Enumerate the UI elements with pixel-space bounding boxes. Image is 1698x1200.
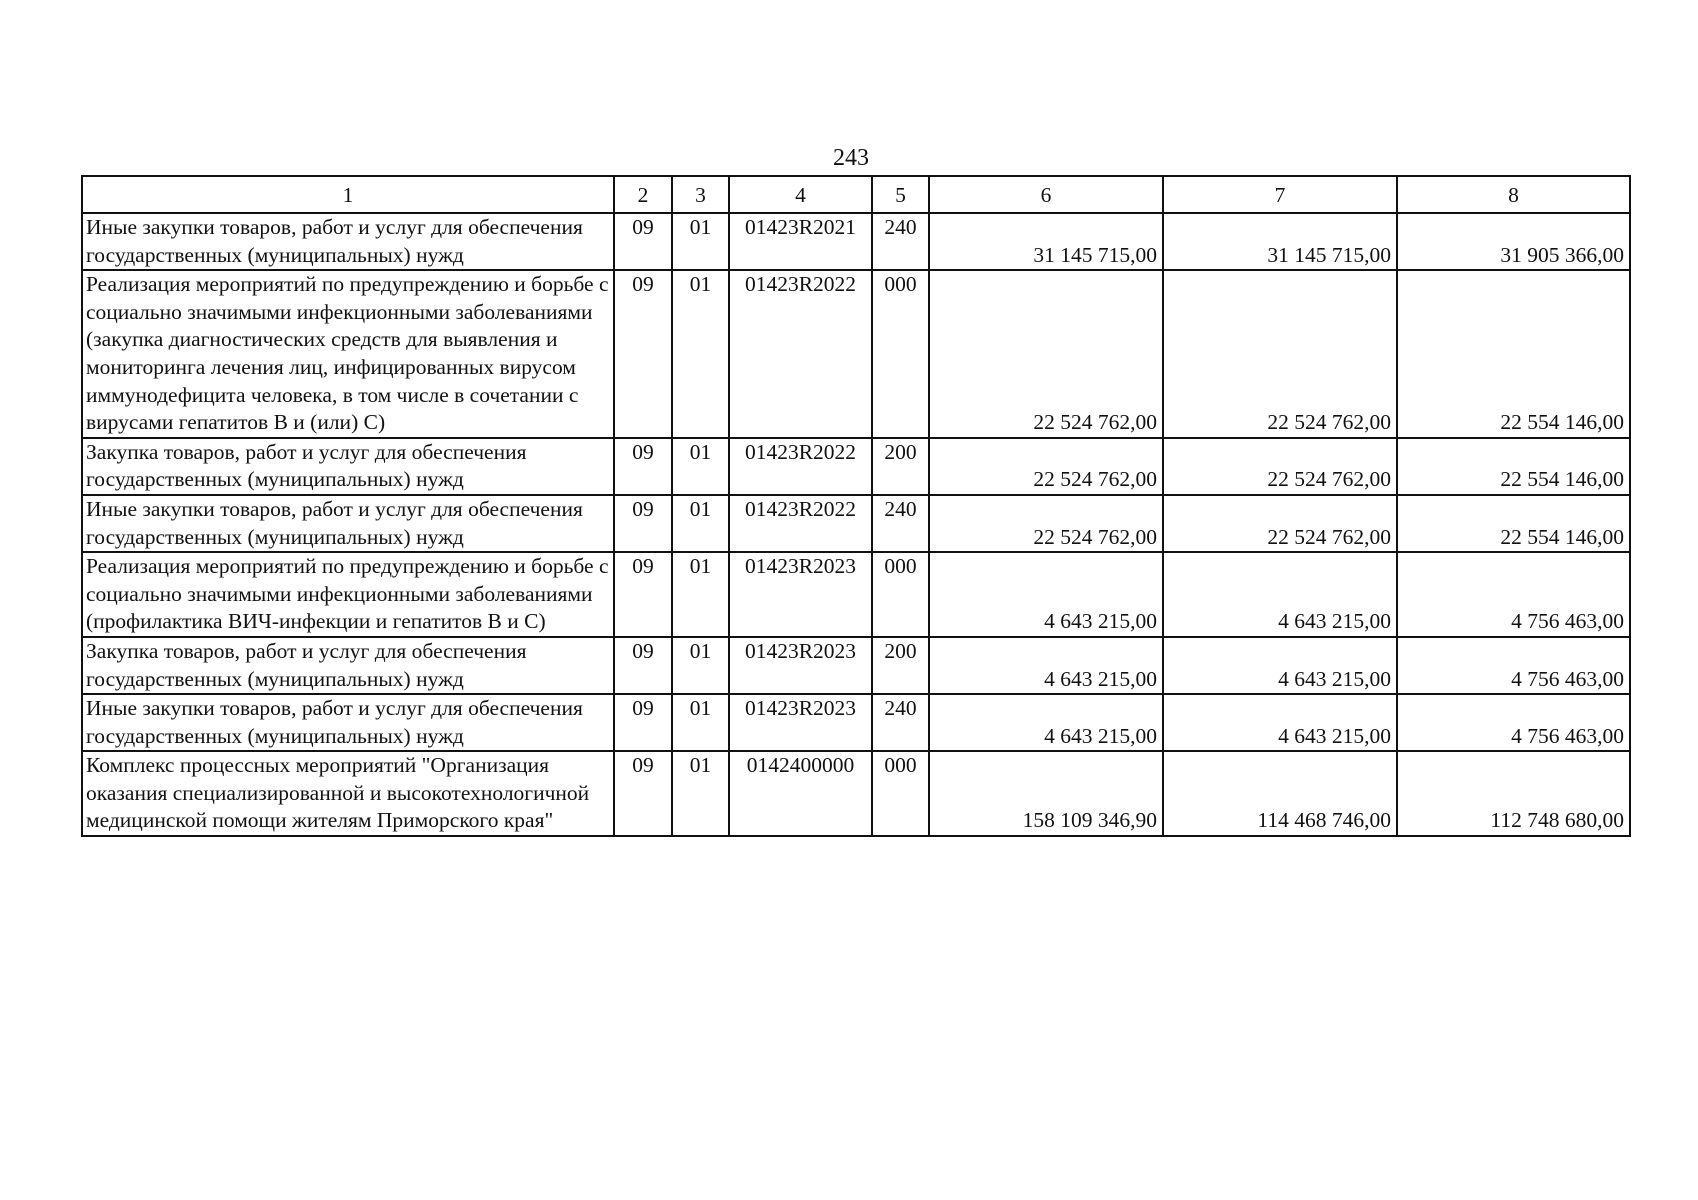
row-subsection-code: 01	[672, 270, 729, 438]
row-target-article-code: 01423R2022	[729, 495, 872, 552]
row-target-article-code: 01423R2023	[729, 637, 872, 694]
row-subsection-code: 01	[672, 213, 729, 270]
row-amount-col8: 112 748 680,00	[1397, 751, 1630, 836]
row-amount-col6: 31 145 715,00	[929, 213, 1163, 270]
row-section-code: 09	[614, 552, 672, 637]
row-amount-col7: 22 524 762,00	[1163, 438, 1397, 495]
row-expense-type-code: 240	[872, 495, 929, 552]
row-amount-col6: 22 524 762,00	[929, 270, 1163, 438]
row-amount-col6: 4 643 215,00	[929, 694, 1163, 751]
table-header-row	[82, 176, 1630, 213]
page-number: 243	[833, 145, 869, 171]
row-amount-col7: 4 643 215,00	[1163, 694, 1397, 751]
row-amount-col8: 4 756 463,00	[1397, 694, 1630, 751]
table-row	[82, 213, 1630, 270]
row-amount-col8: 22 554 146,00	[1397, 495, 1630, 552]
row-section-code: 09	[614, 495, 672, 552]
table-row	[82, 751, 1630, 836]
row-target-article-code: 01423R2021	[729, 213, 872, 270]
row-expense-type-code: 000	[872, 751, 929, 836]
row-amount-col6: 22 524 762,00	[929, 438, 1163, 495]
table-row	[82, 694, 1630, 751]
row-subsection-code: 01	[672, 751, 729, 836]
table-row	[82, 270, 1630, 438]
row-description: Иные закупки товаров, работ и услуг для обеспечения государственных (муниципальных) нужд	[82, 495, 614, 552]
header-cell: 3	[672, 176, 729, 213]
row-section-code: 09	[614, 751, 672, 836]
header-cell: 4	[729, 176, 872, 213]
row-description: Иные закупки товаров, работ и услуг для обеспечения государственных (муниципальных) нужд	[82, 213, 614, 270]
row-amount-col8: 22 554 146,00	[1397, 270, 1630, 438]
table-row	[82, 552, 1630, 637]
row-description: Комплекс процессных мероприятий "Организация оказания специализированной и высокотехнологичной медицинской помощи жителям Приморского края"	[82, 751, 614, 836]
row-target-article-code: 01423R2022	[729, 438, 872, 495]
row-section-code: 09	[614, 270, 672, 438]
row-section-code: 09	[614, 213, 672, 270]
row-subsection-code: 01	[672, 694, 729, 751]
row-description: Закупка товаров, работ и услуг для обеспечения государственных (муниципальных) нужд	[82, 637, 614, 694]
row-expense-type-code: 240	[872, 213, 929, 270]
row-expense-type-code: 240	[872, 694, 929, 751]
table-row	[82, 637, 1630, 694]
table-row	[82, 438, 1630, 495]
header-cell: 2	[614, 176, 672, 213]
row-target-article-code: 01423R2023	[729, 694, 872, 751]
budget-table	[81, 175, 1631, 837]
row-expense-type-code: 200	[872, 438, 929, 495]
row-description: Иные закупки товаров, работ и услуг для обеспечения государственных (муниципальных) нужд	[82, 694, 614, 751]
row-subsection-code: 01	[672, 495, 729, 552]
row-description: Закупка товаров, работ и услуг для обеспечения государственных (муниципальных) нужд	[82, 438, 614, 495]
row-expense-type-code: 000	[872, 552, 929, 637]
row-section-code: 09	[614, 637, 672, 694]
row-amount-col8: 22 554 146,00	[1397, 438, 1630, 495]
row-amount-col8: 4 756 463,00	[1397, 552, 1630, 637]
header-cell: 1	[82, 176, 614, 213]
header-cell: 5	[872, 176, 929, 213]
row-target-article-code: 01423R2023	[729, 552, 872, 637]
row-expense-type-code: 000	[872, 270, 929, 438]
row-subsection-code: 01	[672, 637, 729, 694]
row-amount-col8: 31 905 366,00	[1397, 213, 1630, 270]
header-cell: 6	[929, 176, 1163, 213]
row-description: Реализация мероприятий по предупреждению и борьбе с социально значимыми инфекционными заболеваниями (профилактика ВИЧ-инфекции и гепатитов B и C)	[82, 552, 614, 637]
header-cell: 7	[1163, 176, 1397, 213]
row-amount-col7: 4 643 215,00	[1163, 637, 1397, 694]
table-row	[82, 495, 1630, 552]
row-target-article-code: 01423R2022	[729, 270, 872, 438]
row-amount-col7: 22 524 762,00	[1163, 270, 1397, 438]
row-amount-col7: 22 524 762,00	[1163, 495, 1397, 552]
row-section-code: 09	[614, 438, 672, 495]
row-section-code: 09	[614, 694, 672, 751]
row-amount-col6: 4 643 215,00	[929, 552, 1163, 637]
row-amount-col7: 31 145 715,00	[1163, 213, 1397, 270]
row-amount-col6: 158 109 346,90	[929, 751, 1163, 836]
row-description: Реализация мероприятий по предупреждению и борьбе с социально значимыми инфекционными заболеваниями (закупка диагностических средств для выявления и мониторинга лечения лиц, инфицированных вирусом иммунодефицита человека, в том числе в сочетании с вирусами гепатитов B и (или) C)	[82, 270, 614, 438]
row-amount-col6: 4 643 215,00	[929, 637, 1163, 694]
row-target-article-code: 0142400000	[729, 751, 872, 836]
row-subsection-code: 01	[672, 438, 729, 495]
row-amount-col8: 4 756 463,00	[1397, 637, 1630, 694]
header-cell: 8	[1397, 176, 1630, 213]
row-amount-col7: 114 468 746,00	[1163, 751, 1397, 836]
row-expense-type-code: 200	[872, 637, 929, 694]
row-subsection-code: 01	[672, 552, 729, 637]
row-amount-col6: 22 524 762,00	[929, 495, 1163, 552]
row-amount-col7: 4 643 215,00	[1163, 552, 1397, 637]
